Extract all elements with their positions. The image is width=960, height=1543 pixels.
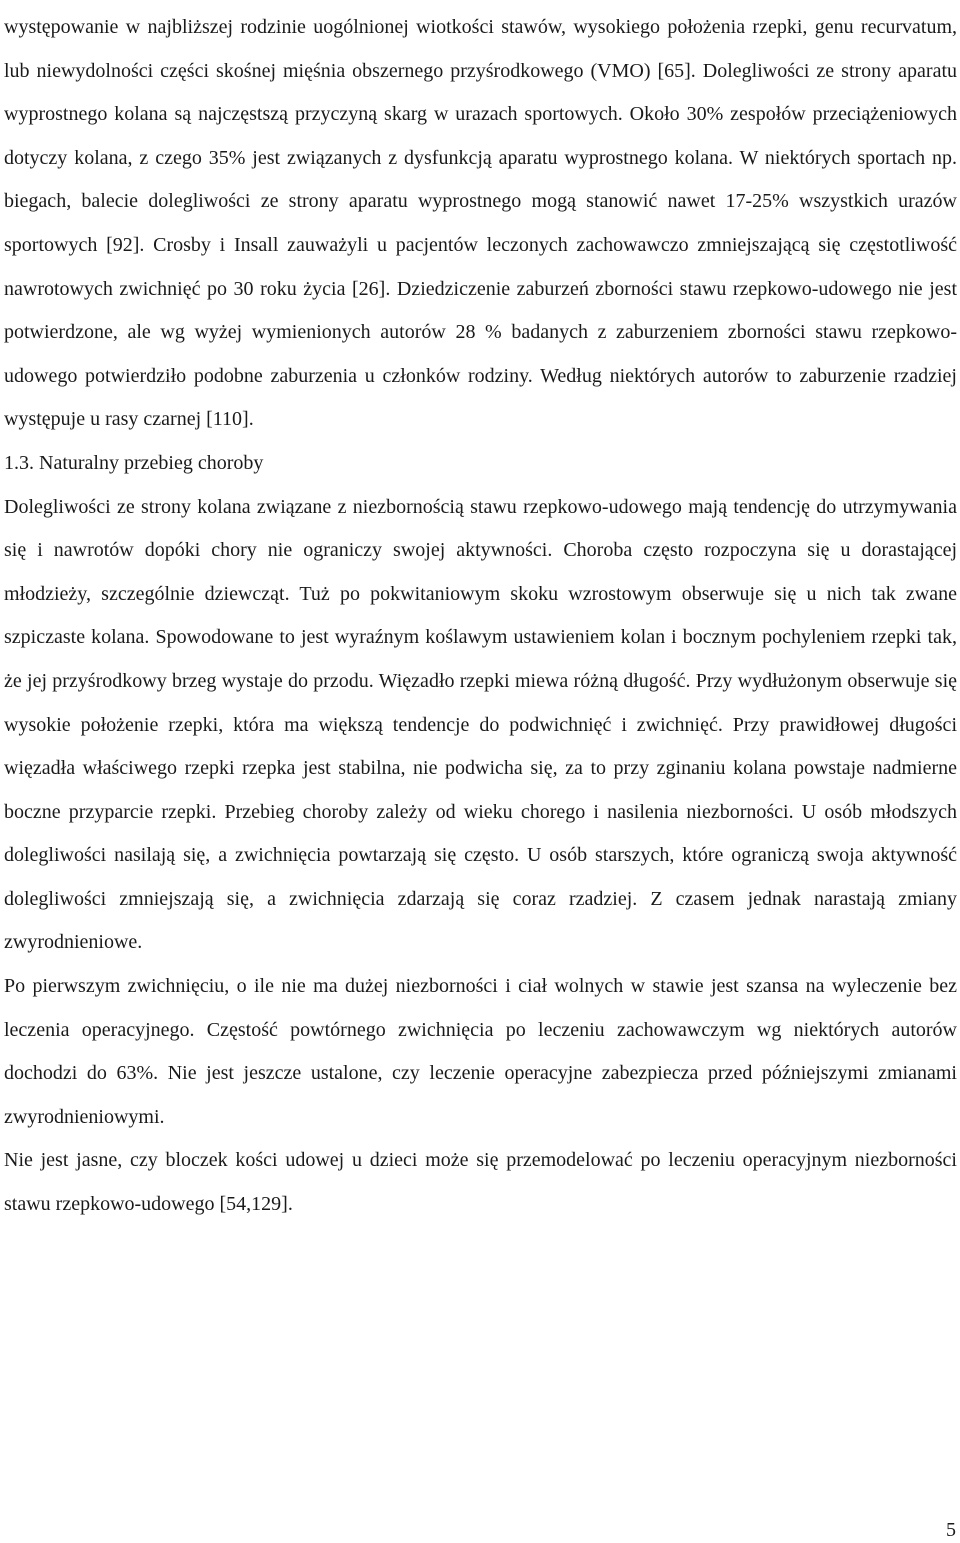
natural-course-paragraph: Dolegliwości ze strony kolana związane z niezbornością stawu rzepkowo-udowego mają tendencję do utrzymywania się i nawrotów dopóki chory nie ograniczy swojej aktywności. Choroba często rozpoczyna się u dorastającej młodzieży, szczególnie dziewcząt. Tuż po pokwitaniowym skoku wzrostowym obserwuje się u nich tak zwane szpiczaste kolana. Spowodowane to jest wyraźnym koślawym ustawieniem kolan i bocznym pochyleniem rzepki tak, że jej przyśrodkowy brzeg wystaje do przodu. Więzadło rzepki miewa różną długość. Przy wydłużonym obserwuje się wysokie położenie rzepki, która ma większą tendencje do podwichnięć i zwichnięć. Przy prawidłowej długości więzadła właściwego rzepki rzepka jest stabilna, nie podwicha się, za to przy zginaniu kolana powstaje nadmierne boczne przyparcie rzepki. Przebieg choroby zależy od wieku chorego i nasilenia niezborności. U osób młodszych dolegliwości nasilają się, a zwichnięcia powtarzają się często. U osób starszych, które ograniczą swoja aktywność dolegliwości zmniejszają się, a zwichnięcia zdarzają się coraz rzadziej. Z czasem jednak narastają zmiany zwyrodnieniowe. bbox=[4, 495, 957, 954]
page-number: 5 bbox=[946, 1519, 956, 1541]
femoral-trochlea-paragraph: Nie jest jasne, czy bloczek kości udowej u dzieci może się przemodelować po leczeniu operacyjnym niezborności stawu rzepkowo-udowego [54,129]. bbox=[4, 1149, 957, 1216]
first-dislocation-paragraph: Po pierwszym zwichnięciu, o ile nie ma dużej niezborności i ciał wolnych w stawie jest szansa na wyleczenie bez leczenia operacyjnego. Częstość powtórnego zwichnięcia po leczeniu zachowawczym wg niektórych autorów dochodzi do 63%. Nie jest jeszcze ustalone, czy leczenie operacyjne zabezpiecza przed późniejszymi zmianami zwyrodnieniowymi. bbox=[4, 975, 957, 1128]
page-body bbox=[4, 6, 957, 1227]
section-heading: 1.3. Naturalny przebieg choroby bbox=[4, 451, 264, 474]
continued-paragraph: występowanie w najbliższej rodzinie uogólnionej wiotkości stawów, wysokiego położenia rzepki, genu recurvatum, lub niewydolności części skośnej mięśnia obszernego przyśrodkowego (VMO) [65]. Dolegliwości ze strony aparatu wyprostnego kolana są najczęstszą przyczyną skarg w urazach sportowych. Około 30% zespołów przeciążeniowych dotyczy kolana, z czego 35% jest związanych z dysfunkcją aparatu wyprostnego kolana. W niektórych sportach np. biegach, balecie dolegliwości ze strony aparatu wyprostnego mogą stanowić nawet 17-25% wszystkich urazów sportowych [92]. Crosby i Insall zauważyli u pacjentów leczonych zachowawczo zmniejszającą się częstotliwość nawrotowych zwichnięć po 30 roku życia [26]. Dziedziczenie zaburzeń zborności stawu rzepkowo-udowego nie jest potwierdzone, ale wg wyżej wymienionych autorów 28 % badanych z zaburzeniem zborności stawu rzepkowo-udowego potwierdziło podobne zaburzenia u członków rodziny. Według niektórych autorów to zaburzenie rzadziej występuje u rasy czarnej [110]. bbox=[4, 16, 957, 431]
